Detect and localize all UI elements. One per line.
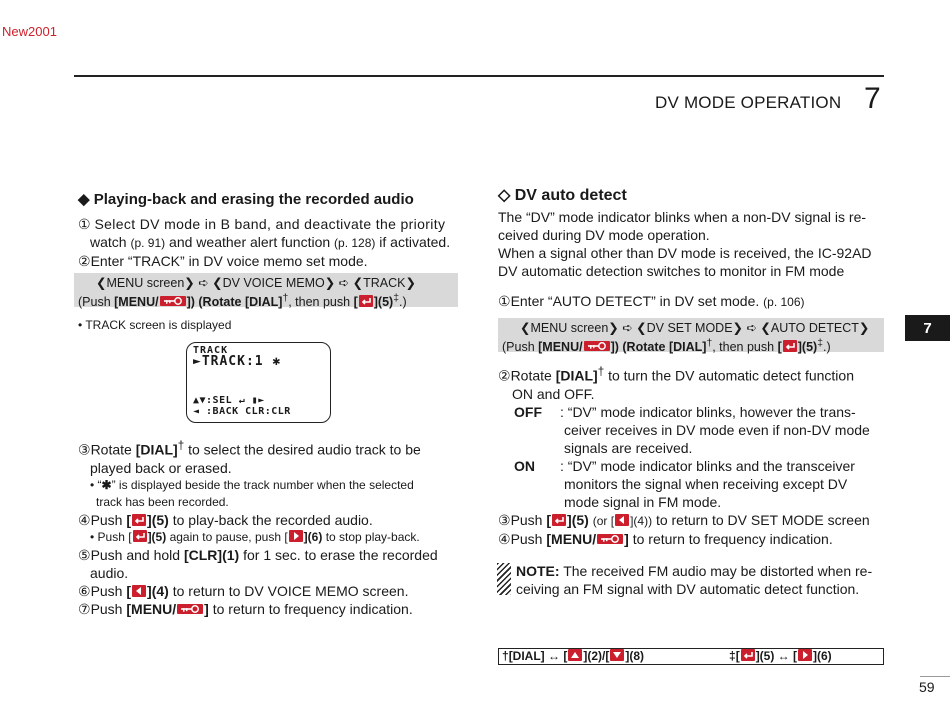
menu-lock-key-icon bbox=[584, 340, 610, 352]
left-step-1: ① Select DV mode in B band, and deactivate the priority watch (p. 91) and weather alert function (p. 128) if activated. ②Enter “TRACK” in DV voice memo set mode. bbox=[78, 216, 451, 269]
left-key-icon bbox=[132, 585, 146, 597]
lcd-line-1: TRACK bbox=[193, 345, 229, 356]
up-key-icon bbox=[568, 649, 582, 661]
chapter-number: 7 bbox=[864, 82, 881, 115]
page-number: 59 bbox=[919, 679, 935, 695]
lcd-line-3: ▲▼:SEL ↵ ▮► bbox=[193, 395, 265, 406]
chapter-tab[interactable]: 7 bbox=[905, 315, 950, 341]
lcd-track-screen bbox=[186, 342, 331, 423]
left-heading: ◆ Playing-back and erasing the recorded audio bbox=[78, 191, 414, 208]
right-steps-2-4: ②Rotate [DIAL]† to turn the DV automatic detect function ON and OFF. OFF : “DV” mode indicator blinks, however the trans- ceiver receives in DV mode even if non-DV mode signals are received. ON : “DV” mode indicator blinks and the transceiver monitors the signal when receiving except DV mode signal in FM mode. ③Push [ ](5) (or [ ](4)) to return to DV SET MODE screen ④Push [MENU/ ] to return to frequency indication. bbox=[498, 365, 870, 547]
right-step-1: ①Enter “AUTO DETECT” in DV set mode. (p. 106) bbox=[498, 293, 805, 309]
footer-key-legend: †[DIAL] ↔ [ ](2)/[ ](8) ‡[ ](5) ↔ [ ](6) bbox=[498, 648, 884, 665]
page-number-rule bbox=[920, 676, 950, 677]
left-instruction-box: ❮MENU screen❯ ➪ ❮DV VOICE MEMO❯ ➪ ❮TRACK❯ (Push [MENU/ ]) (Rotate [DIAL]†, then push [ ](5)‡.) bbox=[74, 273, 458, 307]
right-heading: ◇ DV auto detect bbox=[498, 187, 627, 204]
note-icon bbox=[497, 563, 511, 595]
watermark: New2001 bbox=[2, 24, 57, 39]
menu-lock-key-icon bbox=[160, 295, 186, 307]
enter-key-icon bbox=[359, 295, 373, 307]
enter-key-icon bbox=[132, 514, 146, 526]
left-key-icon bbox=[615, 514, 629, 526]
menu-lock-key-icon bbox=[177, 603, 203, 615]
enter-key-icon bbox=[783, 340, 797, 352]
right-intro: The “DV” mode indicator blinks when a non-DV signal is re- ceived during DV mode operation. When a signal other than DV mode is received, the IC-92AD DV automatic detection switches to monitor in FM mode bbox=[498, 209, 872, 279]
top-rule bbox=[74, 75, 884, 77]
right-note: NOTE: The received FM audio may be distorted when re- ceiving an FM signal with DV automatic detect function. bbox=[516, 563, 873, 597]
section-title: DV MODE OPERATION bbox=[655, 93, 842, 112]
lcd-line-4: ◄ :BACK CLR:CLR bbox=[193, 406, 291, 417]
right-key-icon bbox=[798, 649, 812, 661]
left-steps-3-7: ③Rotate [DIAL]† to select the desired audio track to be played back or erased. • “✱” is displayed beside the track number when the selected track has been recorded. ④Push [ ](5) to play-back the recorded audio. • Push [ ](5) again to pause, push [ ](6) to stop play-back. ⑤Push and hold [CLR](1) for 1 sec. to erase the recorded audio. ⑥Push [ ](4) to return to DV VOICE MEMO screen. ⑦Push [MENU/ ] to return to frequency indication. bbox=[78, 439, 438, 617]
enter-key-icon bbox=[552, 514, 566, 526]
right-key-icon bbox=[289, 530, 303, 542]
right-instruction-box: ❮MENU screen❯ ➪ ❮DV SET MODE❯ ➪ ❮AUTO DETECT❯ (Push [MENU/ ]) (Rotate [DIAL]†, then push [ ](5)‡.) bbox=[498, 318, 884, 352]
track-screen-note: • TRACK screen is displayed bbox=[78, 318, 232, 332]
down-key-icon bbox=[610, 649, 624, 661]
enter-key-icon bbox=[741, 649, 755, 661]
lcd-line-2: ►TRACK:1 ✱ bbox=[193, 354, 282, 369]
enter-key-icon bbox=[133, 530, 147, 542]
menu-lock-key-icon bbox=[597, 533, 623, 545]
